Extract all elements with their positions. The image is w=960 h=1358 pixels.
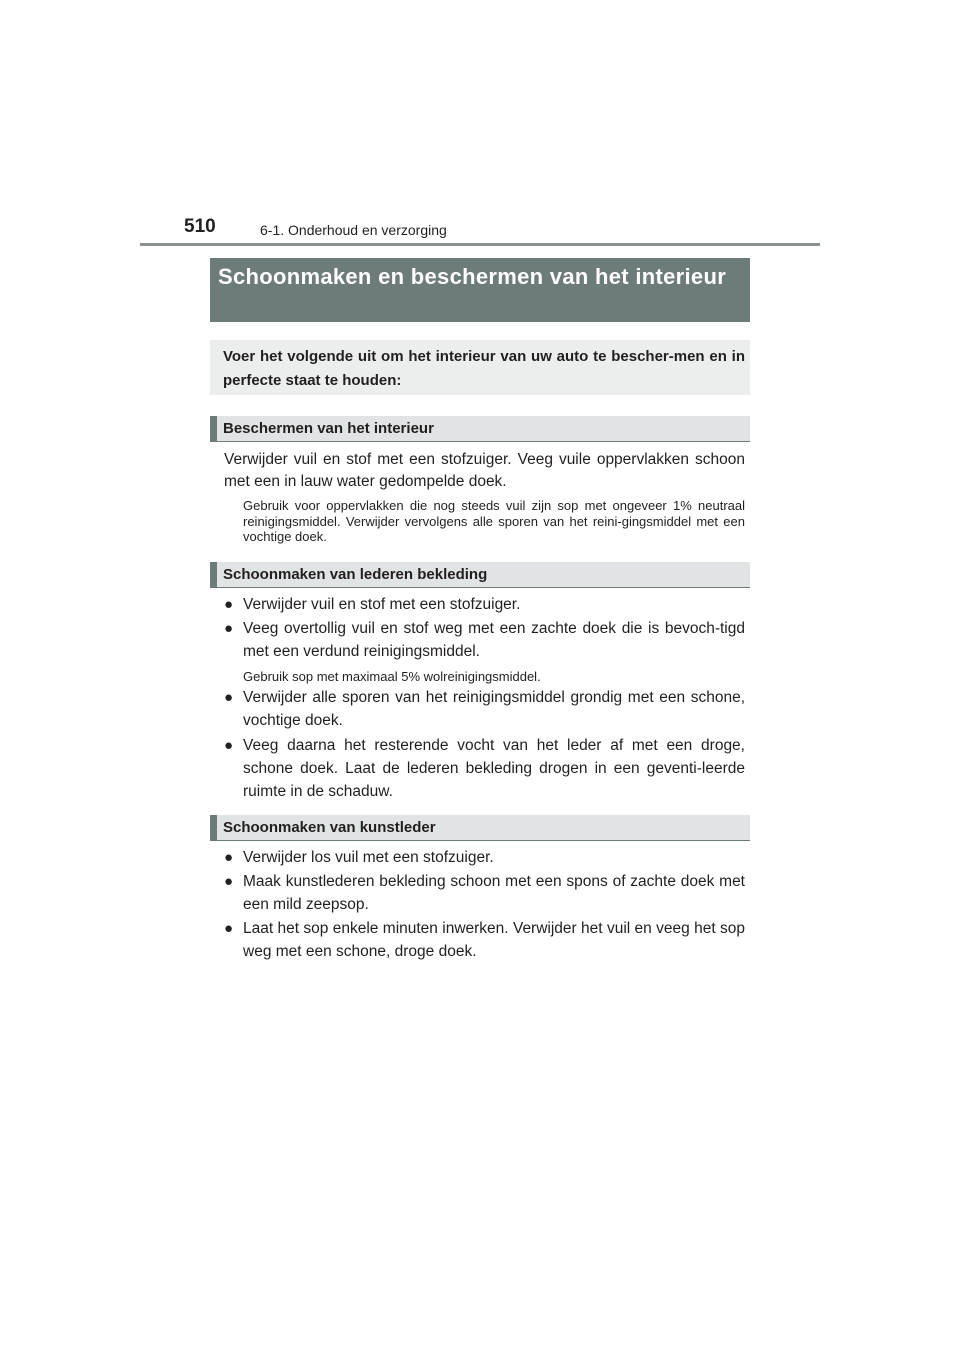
paragraph: Verwijder vuil en stof met een stofzuiger. Veeg vuile oppervlakken schoon met een in lauw water gedompelde doek. (224, 451, 745, 490)
list-item (224, 870, 745, 916)
subheading-beschermen (210, 416, 750, 442)
list-item-text: Maak kunstlederen bekleding schoon met een spons of zachte doek met een mild zeepsop. (243, 873, 745, 913)
list-item (224, 617, 745, 663)
bullet-icon: ● (224, 873, 234, 890)
list-item-text: Laat het sop enkele minuten inwerken. Verwijder het vuil en veeg het sop weg met een schone, droge doek. (243, 920, 745, 960)
bullet-icon: ● (224, 920, 234, 937)
bullet-icon: ● (224, 737, 234, 754)
list-item (224, 734, 745, 803)
bullet-icon: ● (224, 689, 234, 706)
subheading-label: Schoonmaken van lederen bekleding (223, 566, 488, 583)
list-item (224, 686, 745, 732)
intro-box: Voer het volgende uit om het interieur van uw auto te bescher-men en in perfecte staat te houden: (210, 340, 750, 395)
list-item-text: Verwijder vuil en stof met een stofzuiger. (243, 596, 521, 613)
list-item-text: Verwijder los vuil met een stofzuiger. (243, 849, 494, 866)
list-item-text: Veeg daarna het resterende vocht van het leder af met een droge, schone doek. Laat de lederen bekleding drogen in een geventi-leerde ruimte in de schaduw. (243, 737, 745, 800)
subheading-bar (210, 815, 217, 840)
page-number: 510 (184, 216, 216, 237)
subheading-bar (210, 416, 217, 441)
bullet-icon: ● (224, 596, 234, 613)
bullet-icon: ● (224, 620, 234, 637)
subheading-kunstleder (210, 815, 750, 841)
subheading-label: Beschermen van het interieur (223, 420, 434, 437)
list-item-text: Veeg overtollig vuil en stof weg met een zachte doek die is bevoch-tigd met een verdund reinigingsmiddel. (243, 620, 745, 660)
subheading-bar (210, 562, 217, 587)
subheading-leder (210, 562, 750, 588)
list-item (224, 593, 745, 616)
subheading-label: Schoonmaken van kunstleder (223, 819, 436, 836)
page-title: Schoonmaken en beschermen van het interieur (210, 258, 750, 322)
note-text: Gebruik voor oppervlakken die nog steeds vuil zijn sop met ongeveer 1% neutraal reinigingsmiddel. Verwijder vervolgens alle sporen van het reini-gingsmiddel met een vochtige doek. (243, 498, 745, 544)
bullet-icon: ● (224, 849, 234, 866)
list-item (224, 917, 745, 963)
running-head: 6-1. Onderhoud en verzorging (260, 222, 447, 238)
list-item-text: Verwijder alle sporen van het reinigingsmiddel grondig met een schone, vochtige doek. (243, 689, 745, 729)
list-item (224, 846, 745, 869)
header-rule (140, 243, 820, 246)
note-text: Gebruik sop met maximaal 5% wolreinigingsmiddel. (243, 669, 541, 684)
